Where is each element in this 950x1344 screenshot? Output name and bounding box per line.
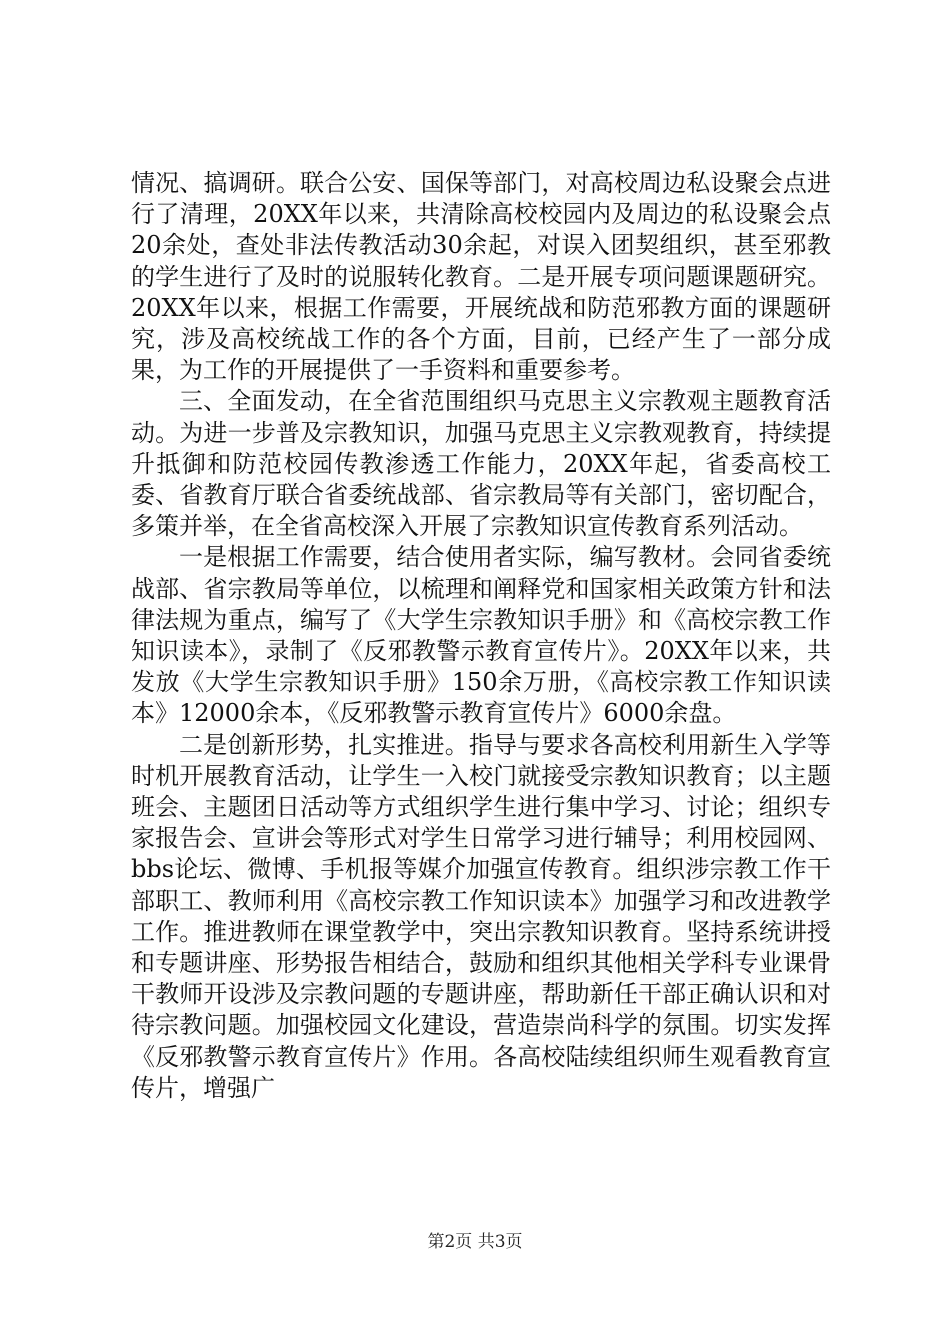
- paragraph-item-one: 一是根据工作需要，结合使用者实际，编写教材。会同省委统战部、省宗教局等单位，以梳理和阐释党和国家相关政策方针和法律法规为重点，编写了《大学生宗教知识手册》和《高校宗教工作知识读本》，录制了《反邪教警示教育宣传片》。20XX年以来，共发放《大学生宗教知识手册》150余万册，《高校宗教工作知识读本》12000余本，《反邪教警示教育宣传片》6000余盘。: [131, 543, 831, 728]
- paragraph-item-two: 二是创新形势，扎实推进。指导与要求各高校利用新生入学等时机开展教育活动，让学生一入校门就接受宗教知识教育；以主题班会、主题团日活动等方式组织学生进行集中学习、讨论；组织专家报告会、宣讲会等形式对学生日常学习进行辅导；利用校园网、bbs论坛、微博、手机报等媒介加强宣传教育。组织涉宗教工作干部职工、教师利用《高校宗教工作知识读本》加强学习和改进教学工作。推进教师在课堂教学中，突出宗教知识教育。坚持系统讲授和专题讲座、形势报告相结合，鼓励和组织其他相关学科专业课骨干教师开设涉及宗教问题的专题讲座，帮助新任干部正确认识和对待宗教问题。加强校园文化建设，营造崇尚科学的氛围。切实发挥《反邪教警示教育宣传片》作用。各高校陆续组织师生观看教育宣传片，增强广: [131, 730, 831, 1102]
- page-footer: 第2页 共3页: [427, 1232, 523, 1252]
- paragraph-continuation: 情况、搞调研。联合公安、国保等部门，对高校周边私设聚会点进行了清理，20XX年以来，共清除高校校园内及周边的私设聚会点20余处，查处非法传教活动30余起，对误入团契组织，甚至邪教的学生进行了及时的说服转化教育。二是开展专项问题课题研究。20XX年以来，根据工作需要，开展统战和防范邪教方面的课题研究，涉及高校统战工作的各个方面，目前，已经产生了一部分成果，为工作的开展提供了一手资料和重要参考。: [131, 169, 831, 385]
- paragraph-section-three: 三、全面发动，在全省范围组织马克思主义宗教观主题教育活动。为进一步普及宗教知识，加强马克思主义宗教观教育，持续提升抵御和防范校园传教渗透工作能力，20XX年起，省委高校工委、省教育厅联合省委统战部、省宗教局等有关部门，密切配合，多策并举，在全省高校深入开展了宗教知识宣传教育系列活动。: [131, 387, 831, 541]
- document-body: [131, 168, 831, 1104]
